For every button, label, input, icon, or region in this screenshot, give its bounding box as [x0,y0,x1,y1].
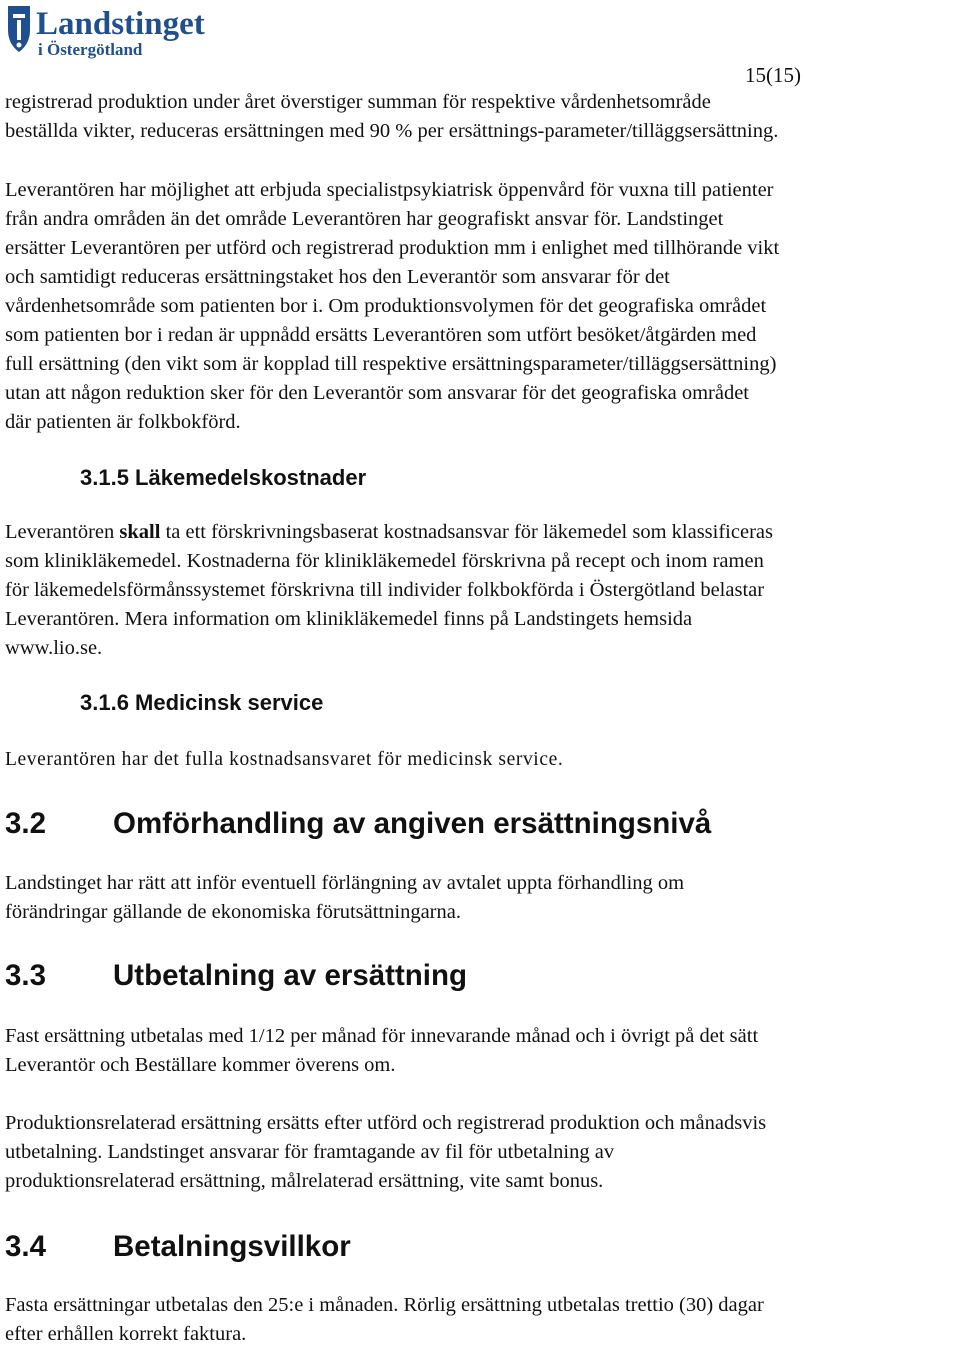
section-3-2-number: 3.2 [5,807,47,840]
section-3-1-5-text-start: Leverantören [5,521,120,543]
section-3-1-5-text-rest: ta ett förskrivningsbaserat kostnadsansvar för läkemedel som klassificeras som klinikläkemedel. Kostnaderna för klinikläkemedel förskrivna på recept och inom ramen för läkemedelsförmånssystemet förskrivna till individer folkbokförda i Östergötland belastar Leverantören. Mera information om klinikläkemedel finns på Landstingets hemsida www.lio.se. [5,521,773,659]
section-3-1-6-text: Leverantören har det fulla kostnadsansvaret för medicinsk service. [5,749,564,770]
section-3-4-number: 3.4 [5,1230,47,1263]
section-3-1-5-text-bold: skall [119,521,161,543]
section-3-3-text-fixed: Fast ersättning utbetalas med 1/12 per månad för innevarande månad och i övrigt på det sätt Leverantör och Beställare kommer överens om. [5,1025,759,1076]
intro-paragraph: registrerad produktion under året överstiger summan för respektive vårdenhetsområde beställda vikter, reduceras ersättningen med 90 % per ersättnings-parameter/tilläggsersättning. [5,91,779,142]
section-3-1-6-heading: 3.1.6 Medicinsk service [80,690,324,715]
section-3-3-text-production: Produktionsrelaterad ersättning ersätts efter utförd och registrerad produktion och månadsvis utbetalning. Landstinget ansvarar för framtagande av fil för utbetalning av produktionsrelaterad ersättning, målrelaterad ersättning, vite samt bonus. [5,1112,767,1192]
section-3-1-5-heading: 3.1.5 Läkemedelskostnader [80,465,367,490]
section-3-4-title: Betalningsvillkor [113,1230,351,1263]
section-3-1-5-text [5,518,957,663]
specialist-paragraph: Leverantören har möjlighet att erbjuda specialistpsykiatrisk öppenvård för vuxna till patienter från andra områden än det område Leverantören har geografiskt ansvar för. Landstinget ersätter Leverantören per utförd och registrerad produktion mm i enlighet med tillhörande vikt och samtidigt reduceras ersättningstaket hos den Leverantör som ansvarar för det vårdenhetsområde som patienten bor i. Om produktionsvolymen för det geografiska området som patienten bor i redan är uppnådd ersätts Leverantören som utfört besöket/åtgärden med full ersättning (den vikt som är kopplad till respektive ersättningsparameter/tilläggsersättning) utan att någon reduktion sker för den Leverantör som ansvarar för det geografiska området där patienten är folkbokförd. [5,179,780,433]
logo-line2: i Östergötland [38,40,143,59]
landstinget-logo [4,0,236,62]
section-3-3-title: Utbetalning av ersättning [113,959,468,992]
section-3-2-heading [5,806,711,842]
section-3-2-title: Omförhandling av angiven ersättningsnivå [113,807,712,840]
section-3-3-heading [5,958,467,994]
landstinget-logo-graphic [4,0,236,62]
section-3-3-number: 3.3 [5,959,47,992]
section-3-4-text: Fasta ersättningar utbetalas den 25:e i månaden. Rörlig ersättning utbetalas trettio (30) dagar efter erhållen korrekt faktura. [5,1294,764,1345]
section-3-4-heading [5,1229,351,1265]
section-3-2-text: Landstinget har rätt att inför eventuell förlängning av avtalet uppta förhandling om förändringar gällande de ekonomiska förutsättningarna. [5,872,685,923]
page-number: 15(15) [745,63,801,87]
logo-line1: Landstinget [36,6,205,42]
